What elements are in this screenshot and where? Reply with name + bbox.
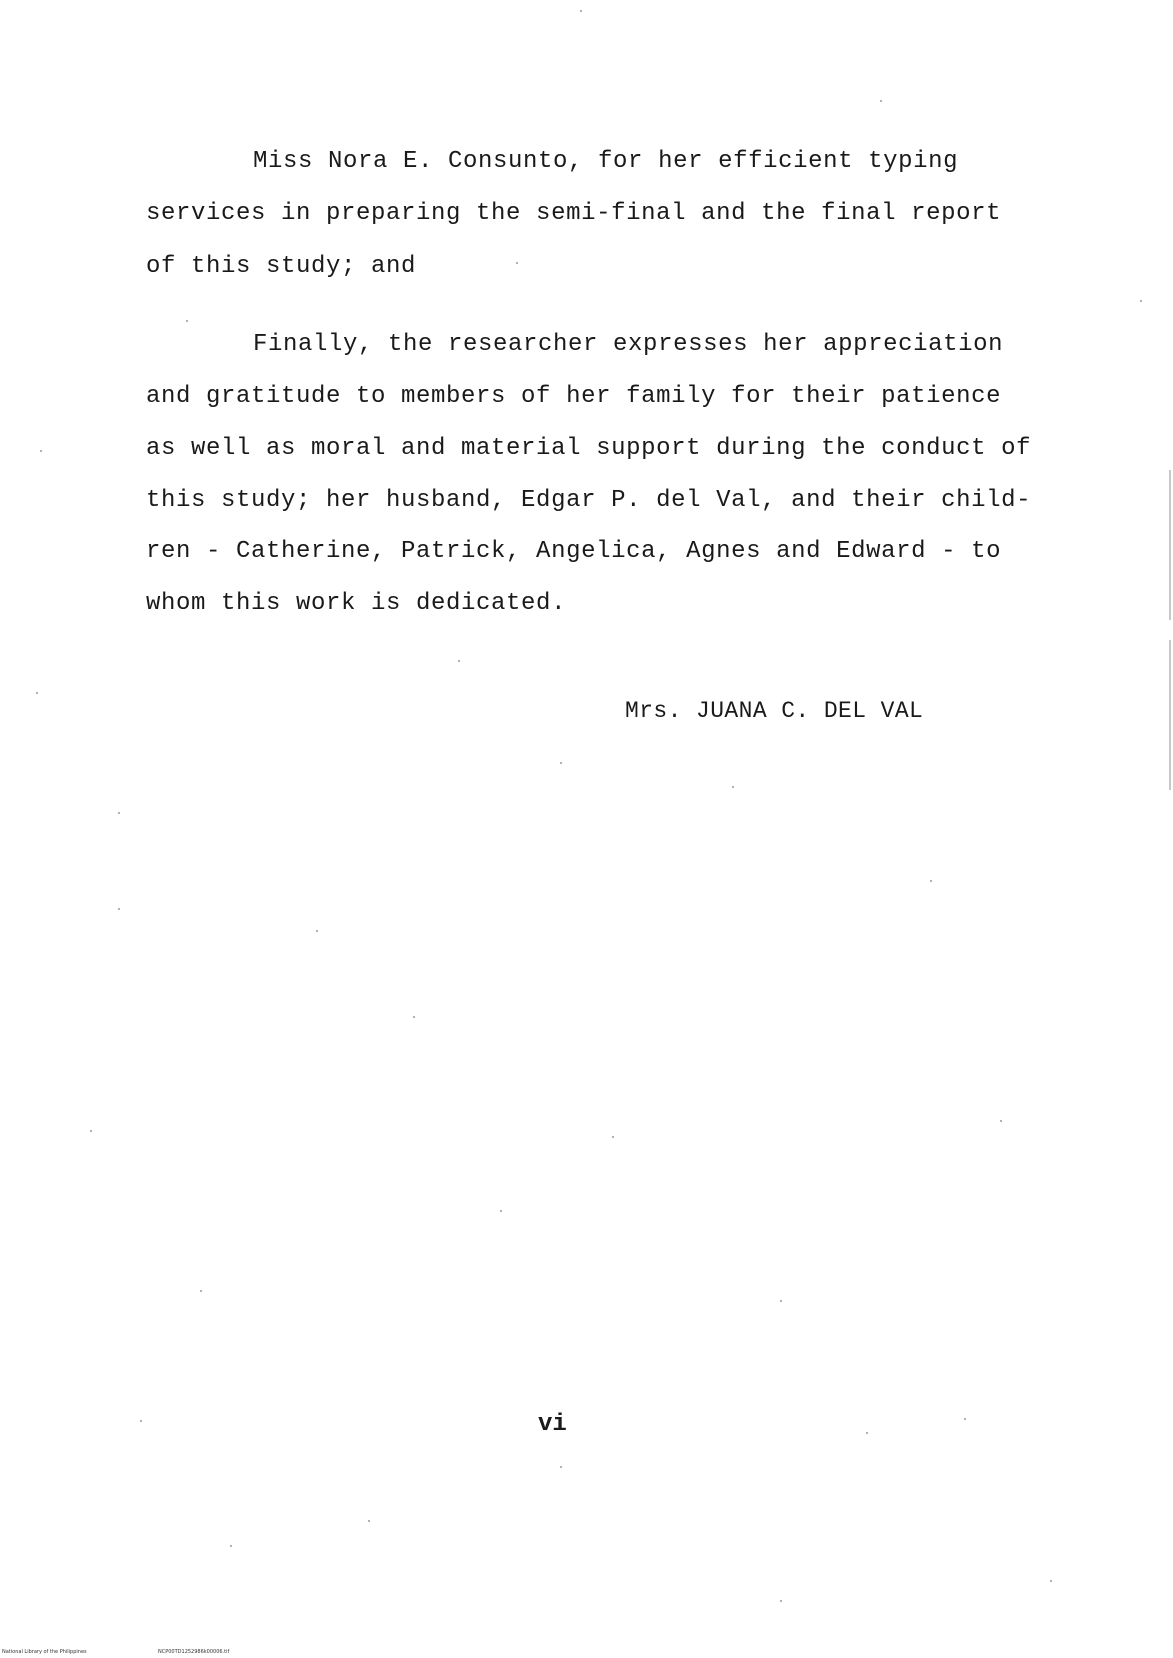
scan-speck — [580, 10, 582, 12]
scan-speck — [866, 1432, 868, 1434]
scan-speck — [118, 908, 120, 910]
scan-speck — [458, 660, 460, 662]
scan-speck — [1050, 1580, 1052, 1582]
page-number: vi — [538, 1411, 567, 1438]
scan-speck — [780, 1300, 782, 1302]
scan-speck — [560, 762, 562, 764]
footer-file-id: NCP00TD1252986k00006.tif — [158, 1649, 230, 1655]
scan-speck — [500, 1210, 502, 1212]
scan-speck — [118, 812, 120, 814]
paragraph-1-line-1: Miss Nora E. Consunto, for her efficient typing — [253, 148, 959, 175]
paragraph-2-line-2: and gratitude to members of her family for their patience — [146, 383, 1002, 410]
scan-speck — [230, 1545, 232, 1547]
signature: Mrs. JUANA C. DEL VAL — [625, 698, 924, 724]
scan-speck — [36, 692, 38, 694]
scan-speck — [368, 1520, 370, 1522]
paragraph-2-line-1: Finally, the researcher expresses her appreciation — [253, 331, 1004, 358]
scan-speck — [40, 450, 42, 452]
scan-speck — [516, 262, 518, 264]
footer-library: National Library of the Philippines — [2, 1649, 87, 1655]
scan-speck — [200, 1290, 202, 1292]
scan-speck — [732, 786, 734, 788]
scan-speck — [1140, 300, 1142, 302]
paragraph-2-line-3: as well as moral and material support during the conduct of — [146, 435, 1032, 462]
paragraph-2-line-6: whom this work is dedicated. — [146, 590, 567, 617]
scan-speck — [612, 1136, 614, 1138]
scan-speck — [90, 1130, 92, 1132]
scan-speck — [780, 1600, 782, 1602]
scan-edge-mark — [1169, 470, 1171, 620]
paragraph-1-line-3: of this study; and — [146, 253, 417, 280]
scan-edge-mark — [1169, 640, 1171, 790]
paragraph-1-line-2: services in preparing the semi-final and the final report — [146, 200, 1002, 227]
paragraph-2-line-4: this study; her husband, Edgar P. del Val, and their child- — [146, 487, 1032, 514]
scan-speck — [880, 100, 882, 102]
scan-speck — [413, 1016, 415, 1018]
scan-speck — [560, 1466, 562, 1468]
scan-speck — [140, 1420, 142, 1422]
scan-speck — [1000, 1120, 1002, 1122]
scan-speck — [186, 320, 188, 322]
scan-speck — [964, 1418, 966, 1420]
scan-speck — [930, 880, 932, 882]
scan-speck — [316, 930, 318, 932]
paragraph-2-line-5: ren - Catherine, Patrick, Angelica, Agnes and Edward - to — [146, 538, 1002, 565]
